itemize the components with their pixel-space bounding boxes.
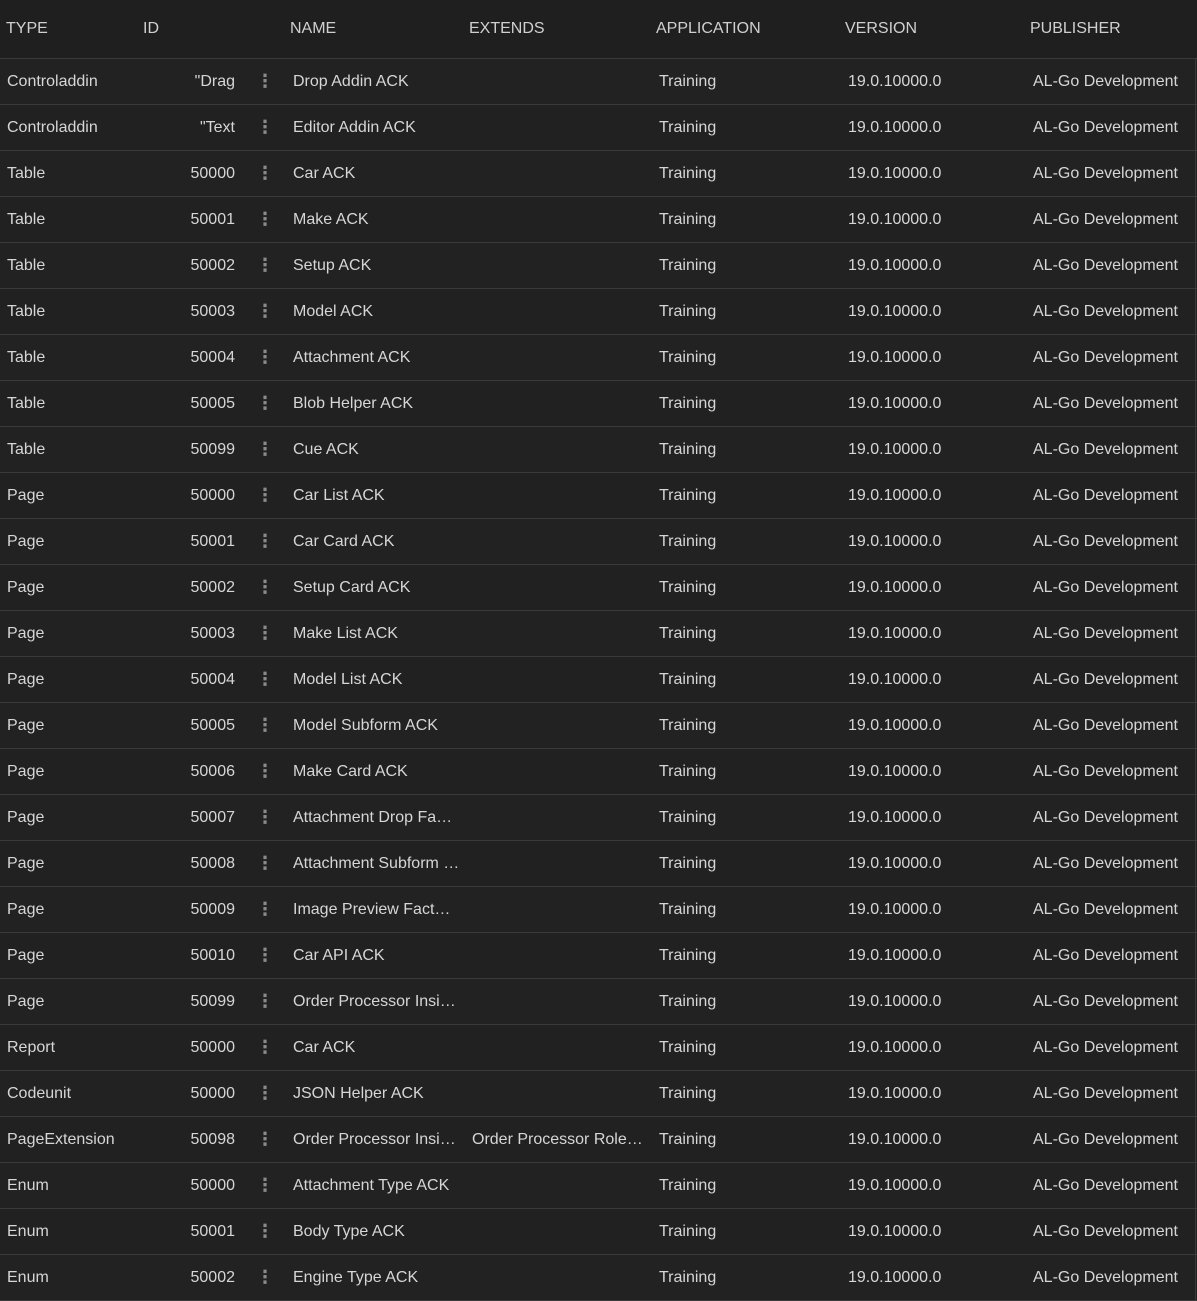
cell-name: Make ACK [293,210,369,228]
cell-publisher: AL-Go Development [1033,762,1178,780]
table-row[interactable] [0,473,1197,519]
cell-id: 50001 [190,1222,235,1240]
cell-publisher: AL-Go Development [1033,1222,1178,1240]
cell-application: Training [659,578,717,596]
cell-version: 19.0.10000.0 [848,1038,942,1056]
table-row[interactable] [0,427,1197,473]
cell-id: 50000 [190,1084,235,1102]
cell-publisher: AL-Go Development [1033,716,1178,734]
table-row[interactable] [0,519,1197,565]
cell-application: Training [659,118,717,136]
cell-application: Training [659,440,717,458]
cell-type: Page [7,486,45,504]
cell-type: Table [7,302,46,320]
cell-publisher: AL-Go Development [1033,1176,1178,1194]
cell-id: 50000 [190,1038,235,1056]
cell-application: Training [659,670,717,688]
cell-name: Attachment Drop Fa… [293,808,453,826]
cell-name: Make Card ACK [293,762,408,780]
cell-name: Attachment Subform … [293,854,460,872]
more-vertical-icon[interactable]: ⋮ [256,669,274,689]
cell-publisher: AL-Go Development [1033,578,1178,596]
cell-publisher: AL-Go Development [1033,624,1178,642]
cell-version: 19.0.10000.0 [848,624,942,642]
cell-id: 50005 [190,716,235,734]
cell-publisher: AL-Go Development [1033,210,1178,228]
cell-publisher: AL-Go Development [1033,808,1178,826]
cell-application: Training [659,1130,717,1148]
cell-application: Training [659,946,717,964]
cell-version: 19.0.10000.0 [848,946,942,964]
more-vertical-icon[interactable]: ⋮ [256,1175,274,1195]
table-row[interactable] [0,151,1197,197]
table-row[interactable] [0,1025,1197,1071]
cell-name: Body Type ACK [293,1222,405,1240]
more-vertical-icon[interactable]: ⋮ [256,209,274,229]
cell-id: "Text [199,118,235,136]
table-row[interactable] [0,657,1197,703]
table-row[interactable] [0,979,1197,1025]
cell-id: 50008 [190,854,235,872]
cell-type: Table [7,440,46,458]
cell-application: Training [659,1084,717,1102]
cell-name: Cue ACK [293,440,359,458]
column-header-name[interactable]: NAME [290,20,337,37]
cell-type: Enum [7,1176,49,1194]
more-vertical-icon[interactable]: ⋮ [256,163,274,183]
cell-type: Page [7,854,45,872]
cell-publisher: AL-Go Development [1033,394,1178,412]
cell-name: Attachment ACK [293,348,411,366]
cell-name: Drop Addin ACK [293,72,409,90]
cell-application: Training [659,532,717,550]
cell-publisher: AL-Go Development [1033,164,1178,182]
cell-application: Training [659,716,717,734]
cell-id: 50099 [190,440,235,458]
table-row[interactable] [0,335,1197,381]
cell-name: Car ACK [293,164,356,182]
cell-publisher: AL-Go Development [1033,1038,1178,1056]
cell-name: JSON Helper ACK [293,1084,424,1102]
cell-version: 19.0.10000.0 [848,210,942,228]
cell-name: Model Subform ACK [293,716,438,734]
table-row[interactable] [0,243,1197,289]
cell-publisher: AL-Go Development [1033,72,1178,90]
more-vertical-icon[interactable]: ⋮ [256,1083,274,1103]
cell-type: Page [7,992,45,1010]
more-vertical-icon[interactable]: ⋮ [256,485,274,505]
cell-id: 50004 [190,348,235,366]
cell-publisher: AL-Go Development [1033,1268,1178,1286]
cell-name: Model ACK [293,302,374,320]
cell-type: Table [7,164,46,182]
column-header-version[interactable]: VERSION [845,20,918,37]
cell-type: Report [7,1038,56,1056]
cell-type: PageExtension [7,1130,115,1148]
cell-publisher: AL-Go Development [1033,1084,1178,1102]
cell-version: 19.0.10000.0 [848,532,942,550]
cell-application: Training [659,72,717,90]
cell-version: 19.0.10000.0 [848,118,942,136]
cell-version: 19.0.10000.0 [848,302,942,320]
more-vertical-icon[interactable]: ⋮ [256,853,274,873]
cell-type: Page [7,762,45,780]
cell-name: Order Processor Insi… [293,992,456,1010]
more-vertical-icon[interactable]: ⋮ [256,1129,274,1149]
table-row[interactable] [0,381,1197,427]
right-border [1195,58,1196,1301]
column-header-publisher[interactable]: PUBLISHER [1030,20,1121,37]
cell-version: 19.0.10000.0 [848,1268,942,1286]
more-vertical-icon[interactable]: ⋮ [256,71,274,91]
cell-type: Enum [7,1268,49,1286]
cell-version: 19.0.10000.0 [848,440,942,458]
cell-type: Controladdin [7,118,98,136]
table-row[interactable] [0,611,1197,657]
cell-type: Codeunit [7,1084,72,1102]
cell-version: 19.0.10000.0 [848,992,942,1010]
cell-version: 19.0.10000.0 [848,808,942,826]
table-row[interactable] [0,565,1197,611]
cell-type: Page [7,670,45,688]
cell-publisher: AL-Go Development [1033,670,1178,688]
more-vertical-icon[interactable]: ⋮ [256,347,274,367]
cell-publisher: AL-Go Development [1033,532,1178,550]
column-header-id[interactable]: ID [143,20,159,37]
grid-header [0,0,1197,59]
cell-application: Training [659,256,717,274]
more-vertical-icon[interactable]: ⋮ [256,255,274,275]
cell-id: 50098 [190,1130,235,1148]
cell-version: 19.0.10000.0 [848,1130,942,1148]
cell-version: 19.0.10000.0 [848,578,942,596]
more-vertical-icon[interactable]: ⋮ [256,899,274,919]
cell-version: 19.0.10000.0 [848,348,942,366]
cell-application: Training [659,164,717,182]
cell-id: 50001 [190,532,235,550]
cell-id: 50004 [190,670,235,688]
cell-application: Training [659,762,717,780]
cell-application: Training [659,1222,717,1240]
cell-name: Setup Card ACK [293,578,411,596]
cell-publisher: AL-Go Development [1033,946,1178,964]
cell-id: 50002 [190,1268,235,1286]
cell-name: Make List ACK [293,624,398,642]
more-vertical-icon[interactable]: ⋮ [256,807,274,827]
cell-name: Car Card ACK [293,532,395,550]
cell-name: Editor Addin ACK [293,118,416,136]
cell-publisher: AL-Go Development [1033,348,1178,366]
more-vertical-icon[interactable]: ⋮ [256,945,274,965]
cell-version: 19.0.10000.0 [848,256,942,274]
table-row[interactable] [0,795,1197,841]
more-vertical-icon[interactable]: ⋮ [256,117,274,137]
column-header-type[interactable]: TYPE [6,20,48,37]
cell-publisher: AL-Go Development [1033,992,1178,1010]
cell-name: Car ACK [293,1038,356,1056]
column-header-application[interactable]: APPLICATION [656,20,761,37]
cell-version: 19.0.10000.0 [848,1084,942,1102]
more-vertical-icon[interactable]: ⋮ [256,991,274,1011]
cell-type: Page [7,716,45,734]
cell-id: 50010 [190,946,235,964]
cell-id: 50000 [190,1176,235,1194]
more-vertical-icon[interactable]: ⋮ [256,1221,274,1241]
cell-application: Training [659,624,717,642]
table-row[interactable] [0,1209,1197,1255]
cell-version: 19.0.10000.0 [848,716,942,734]
cell-id: 50002 [190,256,235,274]
cell-name: Model List ACK [293,670,403,688]
cell-publisher: AL-Go Development [1033,1130,1178,1148]
cell-application: Training [659,1268,717,1286]
cell-id: 50001 [190,210,235,228]
cell-name: Image Preview Fact… [293,900,451,918]
more-vertical-icon[interactable]: ⋮ [256,761,274,781]
cell-version: 19.0.10000.0 [848,394,942,412]
cell-name: Setup ACK [293,256,372,274]
cell-type: Page [7,624,45,642]
cell-version: 19.0.10000.0 [848,762,942,780]
cell-type: Table [7,394,46,412]
cell-application: Training [659,394,717,412]
cell-type: Table [7,348,46,366]
cell-application: Training [659,992,717,1010]
cell-version: 19.0.10000.0 [848,72,942,90]
table-row[interactable] [0,197,1197,243]
cell-application: Training [659,1176,717,1194]
cell-version: 19.0.10000.0 [848,900,942,918]
table-row[interactable] [0,105,1197,151]
more-vertical-icon[interactable]: ⋮ [256,577,274,597]
cell-type: Table [7,210,46,228]
cell-name: Car API ACK [293,946,385,964]
cell-type: Controladdin [7,72,98,90]
cell-type: Table [7,256,46,274]
cell-version: 19.0.10000.0 [848,164,942,182]
cell-id: 50003 [190,624,235,642]
cell-name: Attachment Type ACK [293,1176,450,1194]
cell-id: 50003 [190,302,235,320]
table-row[interactable] [0,1117,1197,1163]
cell-id: 50006 [190,762,235,780]
cell-publisher: AL-Go Development [1033,854,1178,872]
more-vertical-icon[interactable]: ⋮ [256,1037,274,1057]
cell-type: Page [7,532,45,550]
more-vertical-icon[interactable]: ⋮ [256,623,274,643]
table-row[interactable] [0,59,1197,105]
cell-application: Training [659,900,717,918]
table-row[interactable] [0,749,1197,795]
cell-id: 50005 [190,394,235,412]
cell-publisher: AL-Go Development [1033,256,1178,274]
cell-name: Car List ACK [293,486,385,504]
cell-version: 19.0.10000.0 [848,1176,942,1194]
cell-type: Enum [7,1222,49,1240]
cell-name: Blob Helper ACK [293,394,414,412]
cell-id: "Drag [194,72,235,90]
table-row[interactable] [0,887,1197,933]
cell-name: Engine Type ACK [293,1268,419,1286]
cell-version: 19.0.10000.0 [848,670,942,688]
grid-body [0,59,1197,1301]
cell-name: Order Processor Insi… [293,1130,456,1148]
cell-id: 50009 [190,900,235,918]
cell-version: 19.0.10000.0 [848,1222,942,1240]
cell-type: Page [7,808,45,826]
more-vertical-icon[interactable]: ⋮ [256,531,274,551]
cell-type: Page [7,946,45,964]
more-vertical-icon[interactable]: ⋮ [256,439,274,459]
cell-id: 50000 [190,164,235,182]
cell-publisher: AL-Go Development [1033,302,1178,320]
table-row[interactable] [0,289,1197,335]
cell-application: Training [659,1038,717,1056]
more-vertical-icon[interactable]: ⋮ [256,301,274,321]
table-row[interactable] [0,933,1197,979]
more-vertical-icon[interactable]: ⋮ [256,1267,274,1287]
table-row[interactable] [0,703,1197,749]
cell-extends: Order Processor Role… [472,1130,643,1148]
table-row[interactable] [0,841,1197,887]
cell-type: Page [7,578,45,596]
cell-application: Training [659,808,717,826]
cell-application: Training [659,348,717,366]
column-header-extends[interactable]: EXTENDS [469,20,545,37]
cell-id: 50000 [190,486,235,504]
cell-application: Training [659,302,717,320]
cell-application: Training [659,210,717,228]
cell-publisher: AL-Go Development [1033,440,1178,458]
cell-type: Page [7,900,45,918]
cell-id: 50007 [190,808,235,826]
more-vertical-icon[interactable]: ⋮ [256,715,274,735]
more-vertical-icon[interactable]: ⋮ [256,393,274,413]
table-row[interactable] [0,1163,1197,1209]
cell-id: 50099 [190,992,235,1010]
cell-version: 19.0.10000.0 [848,486,942,504]
table-row[interactable] [0,1255,1197,1301]
cell-version: 19.0.10000.0 [848,854,942,872]
cell-publisher: AL-Go Development [1033,486,1178,504]
cell-id: 50002 [190,578,235,596]
cell-application: Training [659,486,717,504]
cell-application: Training [659,854,717,872]
cell-publisher: AL-Go Development [1033,900,1178,918]
table-row[interactable] [0,1071,1197,1117]
cell-publisher: AL-Go Development [1033,118,1178,136]
